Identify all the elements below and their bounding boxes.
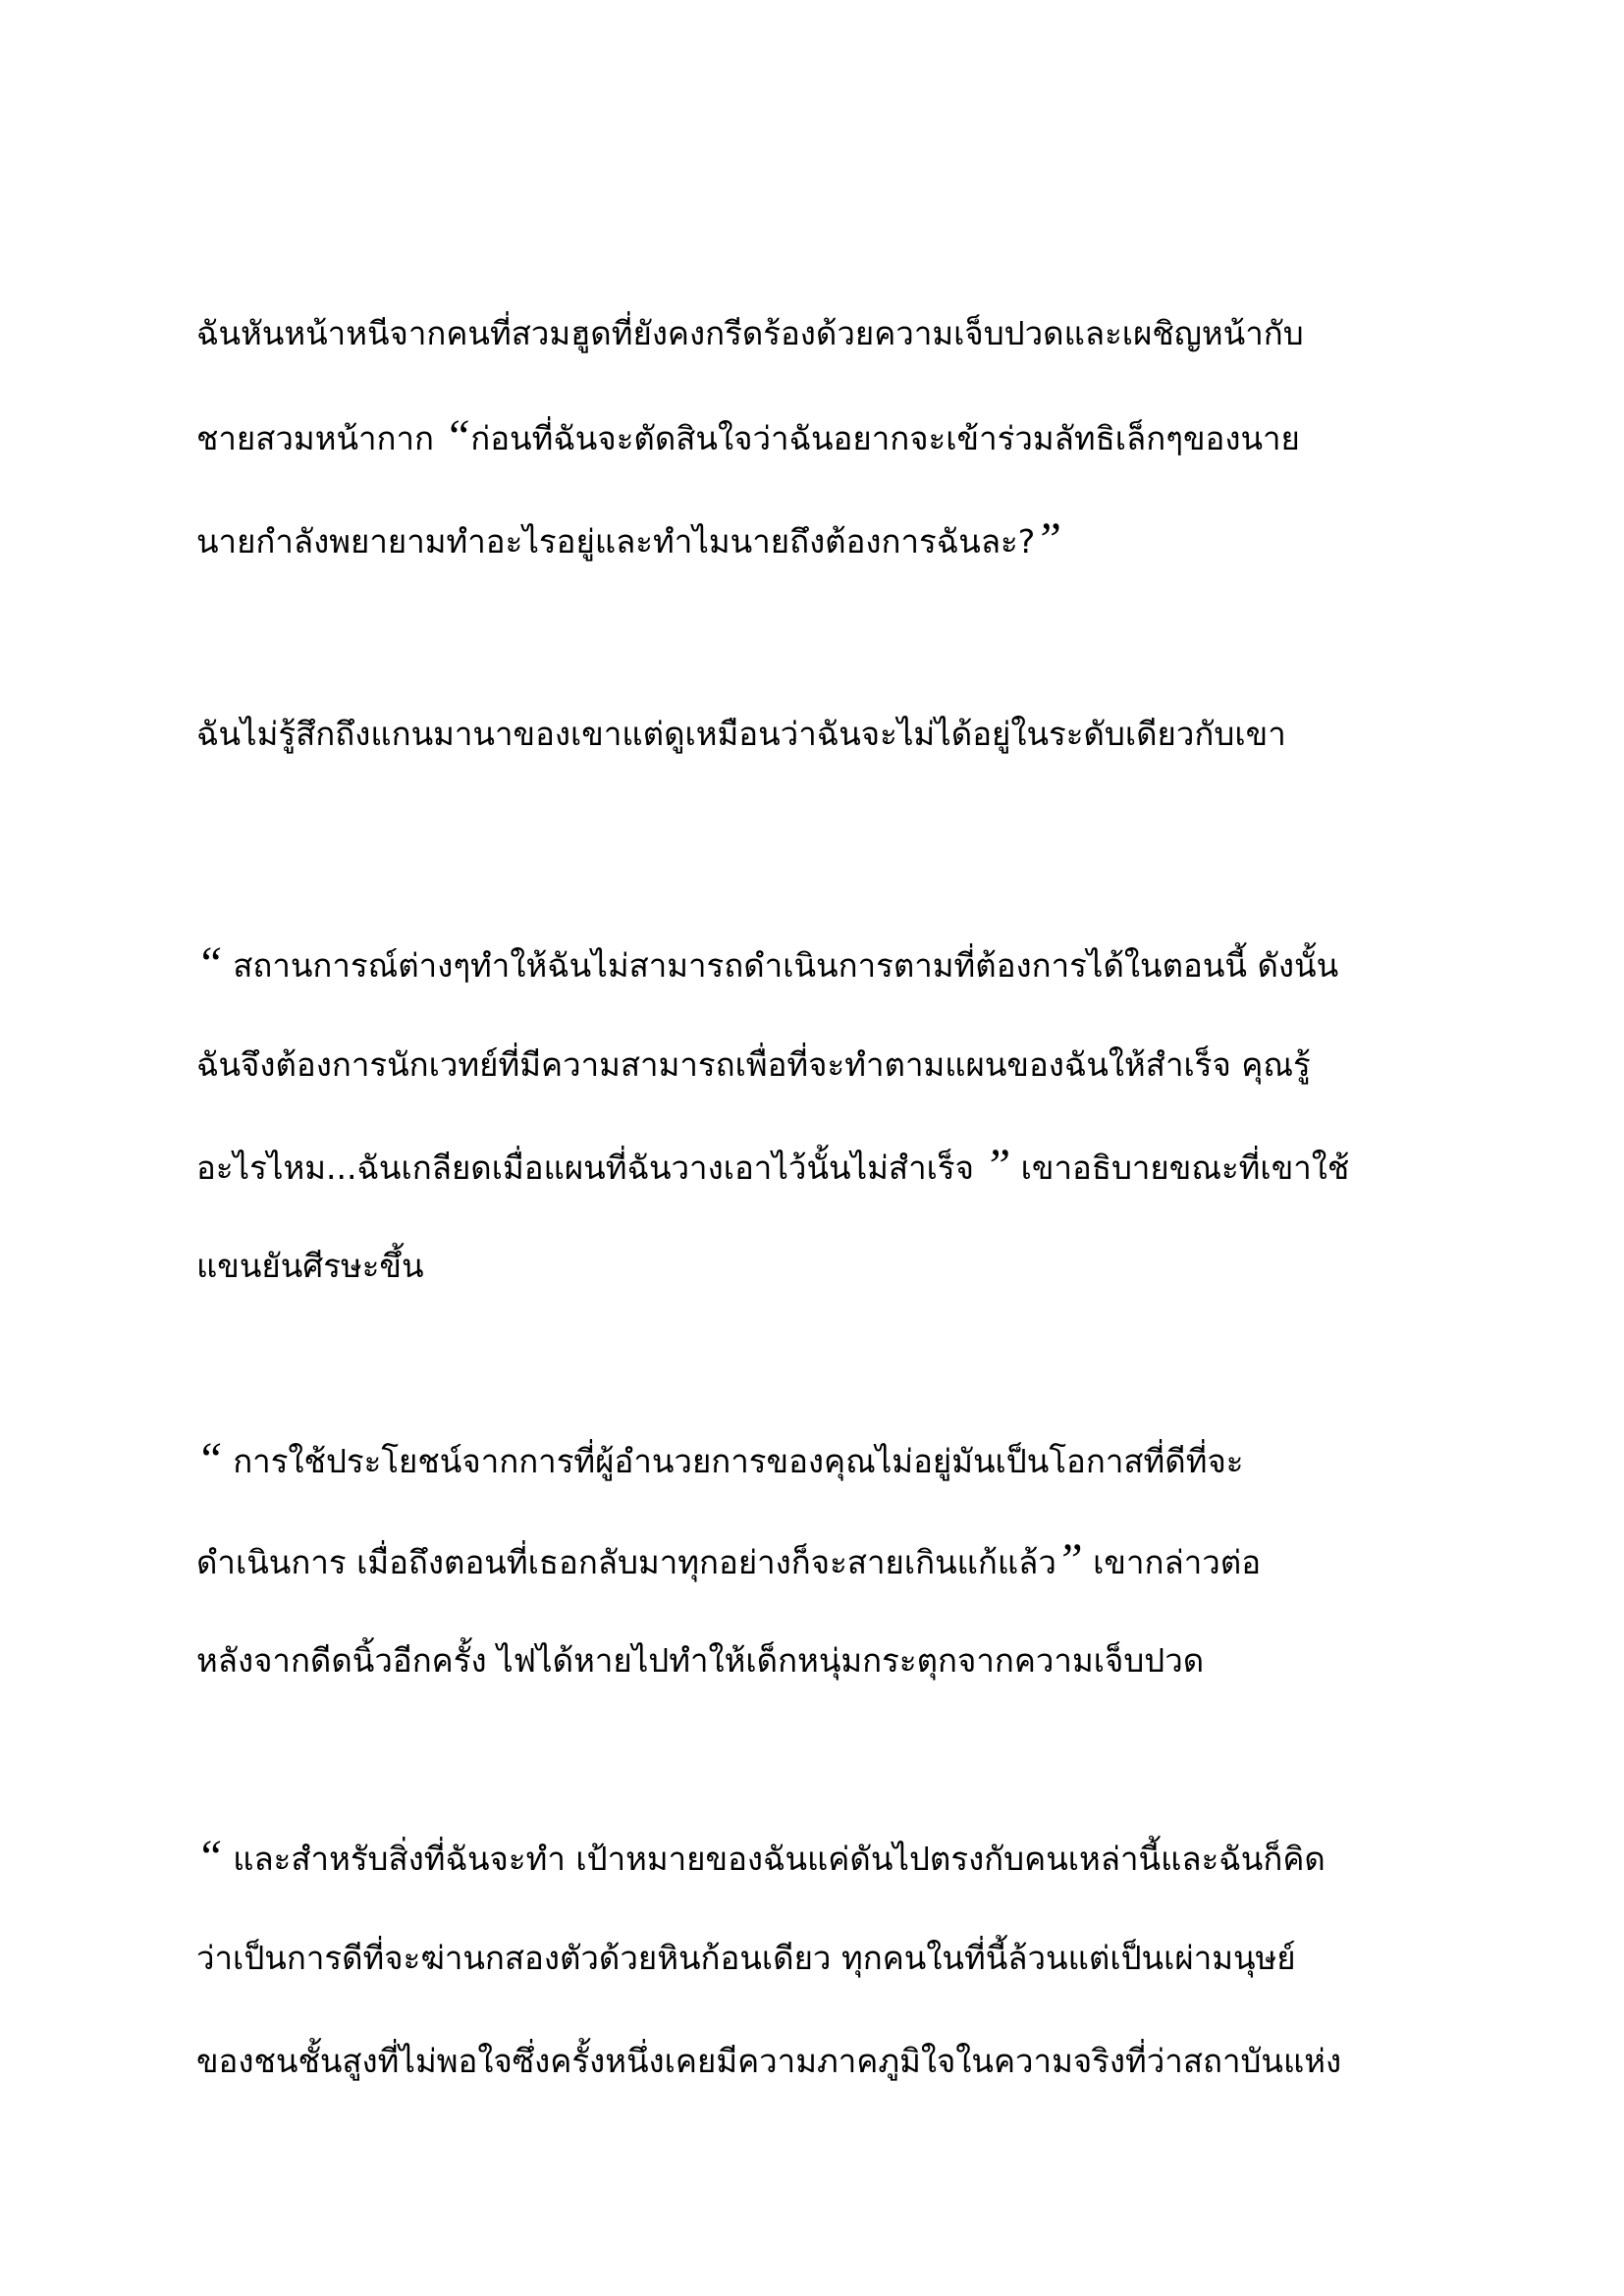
quotation-mark: “ [196, 1433, 223, 1485]
paragraph-3-line-4: แขนยันศีรษะขึ้น [196, 1247, 424, 1285]
paragraph-3-line-1: “ สถานการณ์ต่างๆทำให้ฉันไม่สามารถดำเนินการตามที่ต้องการได้ในตอนนี้ ดังนั้น [196, 937, 1339, 989]
quotation-mark: ” [1035, 513, 1061, 565]
quotation-mark: ” [1056, 1534, 1083, 1586]
paragraph-1-line-2: ชายสวมหน้ากาก “ก่อนที่ฉันจะตัดสินใจว่าฉันอยากจะเข้าร่วมลัทธิเล็กๆของนาย [196, 410, 1300, 462]
quotation-mark: “ [196, 1831, 223, 1883]
paragraph-4-line-2: ดำเนินการ เมื่อถึงตอนที่เธอกลับมาทุกอย่างก็จะสายเกินแก้แล้ว” เขากล่าวต่อ [196, 1534, 1262, 1586]
paragraph-2-line-1: ฉันไม่รู้สึกถึงแกนมานาของเขาแต่ดูเหมือนว่าฉันจะไม่ได้อยู่ในระดับเดียวกับเขา [196, 715, 1286, 753]
paragraph-3-line-2: ฉันจึงต้องการนักเวทย์ที่มีความสามารถเพื่อที่จะทำตามแผนของฉันให้สำเร็จ คุณรู้ [196, 1045, 1311, 1084]
paragraph-1-line-1: ฉันหันหน้าหนีจากคนที่สวมฮูดที่ยังคงกรีดร้องด้วยความเจ็บปวดและเผชิญหน้ากับ [196, 314, 1304, 352]
paragraph-5-line-2: ว่าเป็นการดีที่จะฆ่านกสองตัวด้วยหินก้อนเดียว ทุกคนในที่นี้ล้วนแต่เป็นเผ่ามนุษย์ [196, 1939, 1296, 1977]
paragraph-4-line-3: หลังจากดีดนิ้วอีกครั้ง ไฟได้หายไปทำให้เด็กหนุ่มกระตุกจากความเจ็บปวด [196, 1641, 1205, 1680]
paragraph-5-line-3: ของชนชั้นสูงที่ไม่พอใจซึ่งครั้งหนึ่งเคยมีความภาคภูมิใจในความจริงที่ว่าสถาบันแห่ง [196, 2042, 1342, 2080]
quotation-mark: “ [444, 410, 471, 462]
quotation-mark: ” [984, 1140, 1011, 1192]
quotation-mark: “ [196, 937, 223, 989]
paragraph-4-line-1: “ การใช้ประโยชน์จากการที่ผู้อำนวยการของคุณไม่อยู่มันเป็นโอกาสที่ดีที่จะ [196, 1433, 1244, 1485]
paragraph-5-line-1: “ และสำหรับสิ่งที่ฉันจะทำ เป้าหมายของฉันแค่ดันไปตรงกับคนเหล่านี้และฉันก็คิด [196, 1831, 1326, 1883]
paragraph-3-line-3: อะไรไหม...ฉันเกลียดเมื่อแผนที่ฉันวางเอาไว้นั้นไม่สำเร็จ ” เขาอธิบายขณะที่เขาใช้ [196, 1140, 1350, 1192]
paragraph-1-line-3: นายกำลังพยายามทำอะไรอยู่และทำไมนายถึงต้องการฉันละ?” [196, 513, 1061, 565]
